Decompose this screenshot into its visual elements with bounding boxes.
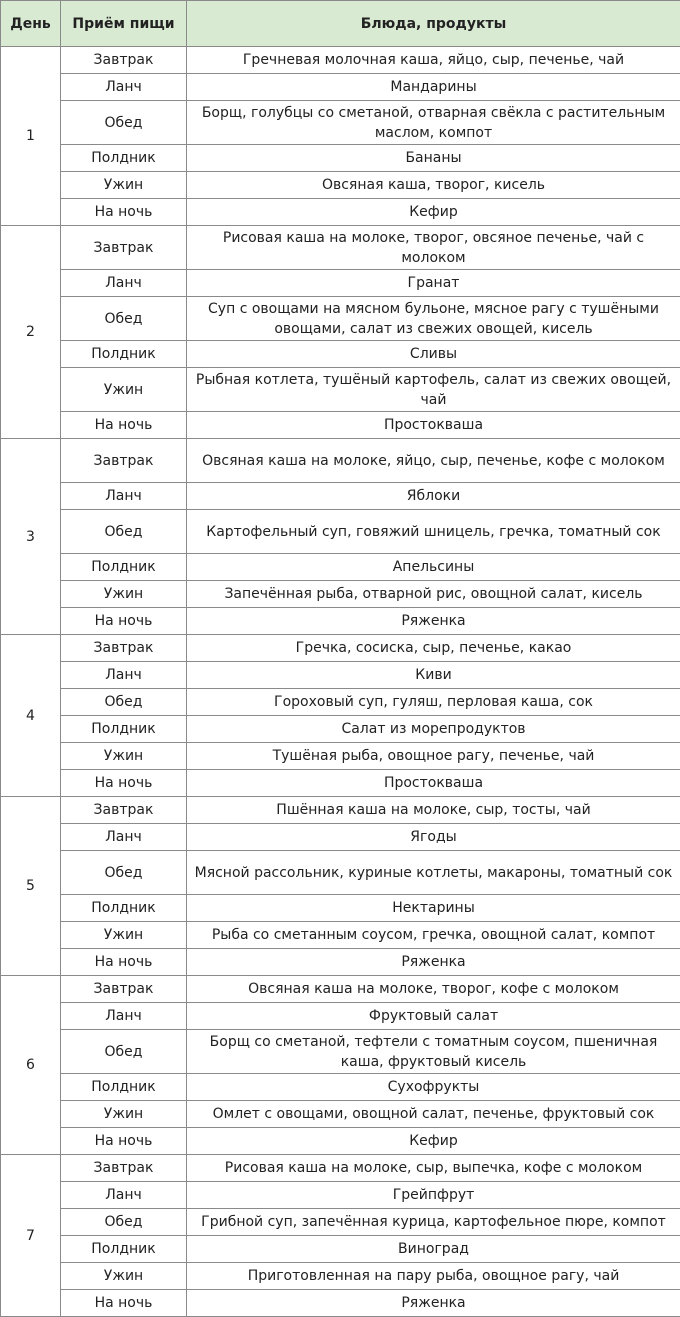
- meal-name: Ланч: [61, 824, 187, 851]
- dish-description: Борщ со сметаной, тефтели с томатным соусом, пшеничная каша, фруктовый кисель: [187, 1030, 680, 1074]
- dish-description: Суп с овощами на мясном бульоне, мясное рагу с тушёными овощами, салат из свежих овощей, кисель: [187, 297, 680, 341]
- meal-name: На ночь: [61, 608, 187, 635]
- meal-name: Полдник: [61, 341, 187, 368]
- meal-name: На ночь: [61, 949, 187, 976]
- dish-description: Картофельный суп, говяжий шницель, гречка, томатный сок: [187, 510, 680, 554]
- meal-name: На ночь: [61, 199, 187, 226]
- day-number: 1: [1, 47, 61, 226]
- meal-name: Полдник: [61, 554, 187, 581]
- day-number: 4: [1, 635, 61, 797]
- table-row: [1, 226, 680, 270]
- meal-name: Ланч: [61, 1003, 187, 1030]
- meal-name: Обед: [61, 297, 187, 341]
- meal-name: Ужин: [61, 368, 187, 412]
- table-row: [1, 439, 680, 483]
- dish-description: Яблоки: [187, 483, 680, 510]
- header-meal: Приём пищи: [61, 1, 187, 47]
- day-number: 5: [1, 797, 61, 976]
- table-row: [1, 922, 680, 949]
- table-row: [1, 1128, 680, 1155]
- day-number: 3: [1, 439, 61, 635]
- meal-name: Завтрак: [61, 226, 187, 270]
- dish-description: Гороховый суп, гуляш, перловая каша, сок: [187, 689, 680, 716]
- meal-name: Обед: [61, 1030, 187, 1074]
- meal-name: Завтрак: [61, 797, 187, 824]
- dish-description: Простокваша: [187, 770, 680, 797]
- table-row: [1, 1182, 680, 1209]
- meal-name: Ланч: [61, 662, 187, 689]
- dish-description: Гречневая молочная каша, яйцо, сыр, печенье, чай: [187, 47, 680, 74]
- meal-name: Завтрак: [61, 439, 187, 483]
- meal-name: Обед: [61, 689, 187, 716]
- dish-description: Борщ, голубцы со сметаной, отварная свёкла с растительным маслом, компот: [187, 101, 680, 145]
- dish-description: Гречка, сосиска, сыр, печенье, какао: [187, 635, 680, 662]
- dish-description: Грибной суп, запечённая курица, картофельное пюре, компот: [187, 1209, 680, 1236]
- table-row: [1, 1290, 680, 1317]
- meal-name: Обед: [61, 851, 187, 895]
- meal-name: Обед: [61, 1209, 187, 1236]
- table-row: [1, 1030, 680, 1074]
- dish-description: Салат из морепродуктов: [187, 716, 680, 743]
- meal-name: Полдник: [61, 145, 187, 172]
- dish-description: Кефир: [187, 199, 680, 226]
- dish-description: Ягоды: [187, 824, 680, 851]
- table-row: [1, 199, 680, 226]
- table-row: [1, 851, 680, 895]
- meal-name: Ужин: [61, 743, 187, 770]
- meal-name: Ланч: [61, 1182, 187, 1209]
- meal-name: Завтрак: [61, 635, 187, 662]
- header-dishes: Блюда, продукты: [187, 1, 680, 47]
- dish-description: Рыба со сметанным соусом, гречка, овощной салат, компот: [187, 922, 680, 949]
- table-row: [1, 510, 680, 554]
- meal-name: Полдник: [61, 1236, 187, 1263]
- day-number: 7: [1, 1155, 61, 1317]
- table-row: [1, 635, 680, 662]
- meal-name: На ночь: [61, 412, 187, 439]
- table-row: [1, 74, 680, 101]
- table-row: [1, 608, 680, 635]
- dish-description: Бананы: [187, 145, 680, 172]
- table-row: [1, 716, 680, 743]
- meal-name: Обед: [61, 101, 187, 145]
- table-row: [1, 483, 680, 510]
- table-row: [1, 1263, 680, 1290]
- meal-name: Обед: [61, 510, 187, 554]
- dish-description: Виноград: [187, 1236, 680, 1263]
- header-day: День: [1, 1, 61, 47]
- dish-description: Приготовленная на пару рыба, овощное рагу, чай: [187, 1263, 680, 1290]
- table-row: [1, 270, 680, 297]
- meal-name: Ужин: [61, 1101, 187, 1128]
- dish-description: Ряженка: [187, 949, 680, 976]
- meal-name: Полдник: [61, 895, 187, 922]
- table-row: [1, 976, 680, 1003]
- table-row: [1, 1155, 680, 1182]
- table-row: [1, 1003, 680, 1030]
- meal-name: Завтрак: [61, 1155, 187, 1182]
- dish-description: Рисовая каша на молоке, творог, овсяное печенье, чай с молоком: [187, 226, 680, 270]
- table-row: [1, 1236, 680, 1263]
- dish-description: Ряженка: [187, 608, 680, 635]
- meal-name: Завтрак: [61, 47, 187, 74]
- day-number: 2: [1, 226, 61, 439]
- meal-name: Полдник: [61, 1074, 187, 1101]
- meal-name: Ланч: [61, 483, 187, 510]
- table-row: [1, 743, 680, 770]
- dish-description: Тушёная рыба, овощное рагу, печенье, чай: [187, 743, 680, 770]
- dish-description: Омлет с овощами, овощной салат, печенье, фруктовый сок: [187, 1101, 680, 1128]
- dish-description: Сливы: [187, 341, 680, 368]
- meal-name: Ужин: [61, 581, 187, 608]
- header-row: [1, 1, 680, 47]
- table-row: [1, 1209, 680, 1236]
- meal-name: Ужин: [61, 172, 187, 199]
- table-row: [1, 689, 680, 716]
- dish-description: Гранат: [187, 270, 680, 297]
- dish-description: Овсяная каша на молоке, творог, кофе с молоком: [187, 976, 680, 1003]
- dish-description: Рыбная котлета, тушёный картофель, салат из свежих овощей, чай: [187, 368, 680, 412]
- dish-description: Фруктовый салат: [187, 1003, 680, 1030]
- dish-description: Овсяная каша, творог, кисель: [187, 172, 680, 199]
- meal-name: На ночь: [61, 1128, 187, 1155]
- menu-body: [1, 47, 680, 1317]
- table-row: [1, 297, 680, 341]
- dish-description: Киви: [187, 662, 680, 689]
- meal-name: Ланч: [61, 270, 187, 297]
- table-row: [1, 554, 680, 581]
- table-row: [1, 172, 680, 199]
- dish-description: Ряженка: [187, 1290, 680, 1317]
- dish-description: Пшённая каша на молоке, сыр, тосты, чай: [187, 797, 680, 824]
- table-row: [1, 341, 680, 368]
- dish-description: Сухофрукты: [187, 1074, 680, 1101]
- table-row: [1, 145, 680, 172]
- table-row: [1, 1074, 680, 1101]
- table-row: [1, 824, 680, 851]
- table-row: [1, 581, 680, 608]
- table-row: [1, 412, 680, 439]
- meal-name: На ночь: [61, 770, 187, 797]
- meal-name: Полдник: [61, 716, 187, 743]
- dish-description: Рисовая каша на молоке, сыр, выпечка, кофе с молоком: [187, 1155, 680, 1182]
- dish-description: Мясной рассольник, куриные котлеты, макароны, томатный сок: [187, 851, 680, 895]
- day-number: 6: [1, 976, 61, 1155]
- dish-description: Апельсины: [187, 554, 680, 581]
- table-row: [1, 47, 680, 74]
- meal-name: Ужин: [61, 922, 187, 949]
- table-row: [1, 101, 680, 145]
- table-row: [1, 949, 680, 976]
- meal-name: Ужин: [61, 1263, 187, 1290]
- dish-description: Мандарины: [187, 74, 680, 101]
- table-row: [1, 797, 680, 824]
- table-row: [1, 662, 680, 689]
- meal-name: Ланч: [61, 74, 187, 101]
- meal-name: Завтрак: [61, 976, 187, 1003]
- meal-name: На ночь: [61, 1290, 187, 1317]
- dish-description: Запечённая рыба, отварной рис, овощной салат, кисель: [187, 581, 680, 608]
- dish-description: Кефир: [187, 1128, 680, 1155]
- table-row: [1, 770, 680, 797]
- table-row: [1, 1101, 680, 1128]
- dish-description: Нектарины: [187, 895, 680, 922]
- table-row: [1, 895, 680, 922]
- dish-description: Простокваша: [187, 412, 680, 439]
- table-row: [1, 368, 680, 412]
- dish-description: Грейпфрут: [187, 1182, 680, 1209]
- dish-description: Овсяная каша на молоке, яйцо, сыр, печенье, кофе с молоком: [187, 439, 680, 483]
